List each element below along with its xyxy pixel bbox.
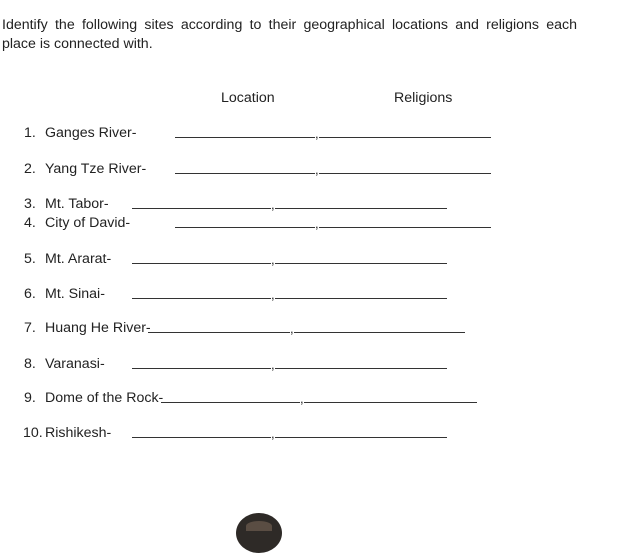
location-blank[interactable] xyxy=(175,173,315,174)
site-name: Rishikesh- xyxy=(45,425,112,441)
list-item xyxy=(0,250,635,268)
item-number: 1. xyxy=(24,125,36,141)
site-name: City of David- xyxy=(45,215,131,231)
list-item xyxy=(0,319,635,337)
religion-blank[interactable] xyxy=(275,368,447,369)
separator-comma: , xyxy=(271,287,275,302)
list-item xyxy=(0,160,635,178)
list-item xyxy=(0,214,635,232)
location-blank[interactable] xyxy=(161,402,300,403)
location-column-header: Location xyxy=(221,90,275,106)
religion-blank[interactable] xyxy=(319,137,491,138)
location-blank[interactable] xyxy=(132,298,271,299)
item-number: 3. xyxy=(24,196,36,212)
list-item xyxy=(0,355,635,373)
separator-comma: , xyxy=(271,357,275,372)
location-blank[interactable] xyxy=(132,368,271,369)
site-name: Yang Tze River- xyxy=(45,161,147,177)
location-blank[interactable] xyxy=(175,137,315,138)
item-number: 8. xyxy=(24,356,36,372)
separator-comma: , xyxy=(271,426,275,441)
site-name: Varanasi- xyxy=(45,356,105,372)
item-number: 10. xyxy=(23,425,43,441)
religion-blank[interactable] xyxy=(275,298,447,299)
religion-blank[interactable] xyxy=(275,263,447,264)
avatar-icon xyxy=(236,513,282,553)
religion-blank[interactable] xyxy=(294,332,465,333)
location-blank[interactable] xyxy=(148,332,290,333)
separator-comma: , xyxy=(290,321,294,336)
location-blank[interactable] xyxy=(132,263,271,264)
location-blank[interactable] xyxy=(132,208,271,209)
item-number: 2. xyxy=(24,161,36,177)
site-name: Mt. Ararat- xyxy=(45,251,112,267)
item-number: 4. xyxy=(24,215,36,231)
religion-blank[interactable] xyxy=(275,437,447,438)
religion-blank[interactable] xyxy=(275,208,447,209)
separator-comma: , xyxy=(300,391,304,406)
religion-blank[interactable] xyxy=(319,227,491,228)
separator-comma: , xyxy=(271,252,275,267)
location-blank[interactable] xyxy=(132,437,271,438)
item-number: 7. xyxy=(24,320,36,336)
separator-comma: , xyxy=(315,126,319,141)
list-item xyxy=(0,124,635,142)
religions-column-header: Religions xyxy=(394,90,453,106)
site-name: Ganges River- xyxy=(45,125,137,141)
separator-comma: , xyxy=(315,162,319,177)
list-item xyxy=(0,424,635,442)
separator-comma: , xyxy=(271,197,275,212)
separator-comma: , xyxy=(315,216,319,231)
item-number: 5. xyxy=(24,251,36,267)
item-number: 9. xyxy=(24,390,36,406)
list-item xyxy=(0,285,635,303)
list-item xyxy=(0,195,635,213)
instructions-text: Identify the following sites according to their geographical locations and religions each place is connected with. xyxy=(2,17,577,52)
item-number: 6. xyxy=(24,286,36,302)
site-name: Mt. Tabor- xyxy=(45,196,109,212)
site-name: Dome of the Rock- xyxy=(45,390,164,406)
site-name: Mt. Sinai- xyxy=(45,286,105,302)
religion-blank[interactable] xyxy=(304,402,477,403)
list-item xyxy=(0,389,635,407)
location-blank[interactable] xyxy=(175,227,315,228)
religion-blank[interactable] xyxy=(319,173,491,174)
site-name: Huang He River- xyxy=(45,320,151,336)
